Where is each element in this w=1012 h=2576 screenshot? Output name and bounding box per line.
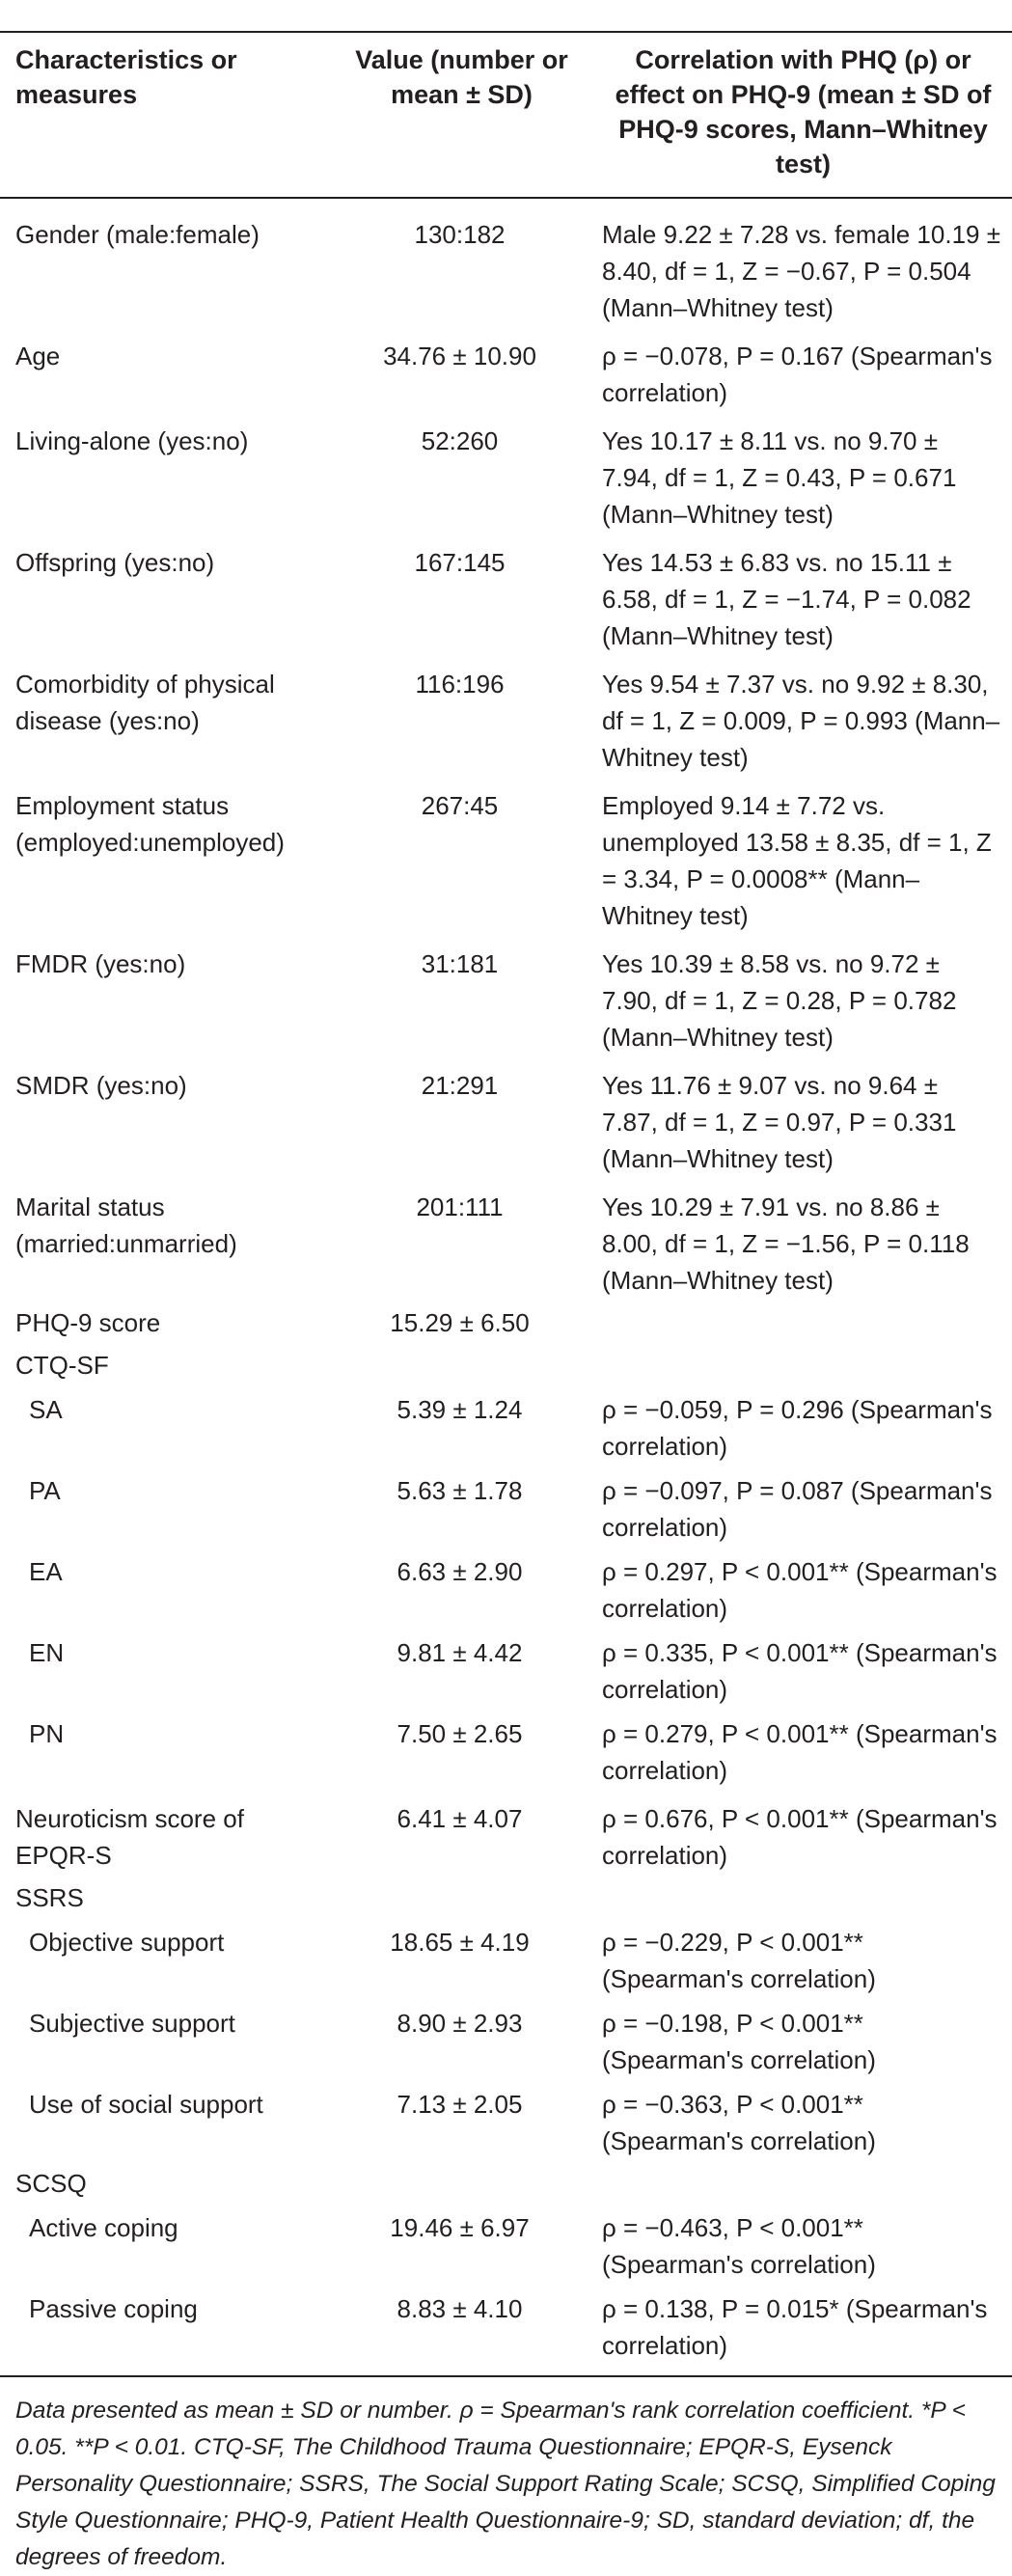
effect-cell: Yes 10.29 ± 7.91 vs. no 8.86 ± 8.00, df = 1, Z = −1.56, P = 0.118 (Mann–Whitney test) — [602, 1192, 970, 1295]
table-row — [0, 2078, 1012, 2159]
effect-cell — [587, 2159, 1012, 2202]
table-row — [0, 1546, 1012, 1627]
table-row — [0, 654, 1012, 776]
header-row — [0, 33, 1012, 197]
value-cell: 6.41 ± 4.07 — [397, 1804, 523, 1833]
value-cell — [333, 2159, 587, 2202]
effect-cell — [587, 1341, 1012, 1384]
measure-cell: EN — [29, 1638, 65, 1667]
measure-cell: EA — [29, 1557, 63, 1586]
effect-cell: Yes 10.39 ± 8.58 vs. no 9.72 ± 7.90, df = 1, Z = 0.28, P = 0.782 (Mann–Whitney test) — [602, 949, 957, 1052]
measure-cell: Passive coping — [29, 2294, 198, 2323]
effect-cell: ρ = 0.297, P < 0.001** (Spearman's correlation) — [602, 1557, 998, 1623]
table-row — [0, 2202, 1012, 2283]
value-cell: 8.83 ± 4.10 — [397, 2294, 523, 2323]
table-row — [0, 326, 1012, 411]
measure-cell: SSRS — [15, 1883, 84, 1912]
value-cell: 21:291 — [421, 1071, 499, 1100]
measure-cell: Subjective support — [29, 2009, 235, 2038]
table-row — [0, 1177, 1012, 1299]
value-cell: 8.90 ± 2.93 — [397, 2009, 523, 2038]
value-cell: 5.39 ± 1.24 — [397, 1395, 523, 1424]
table-row — [0, 199, 1012, 326]
effect-cell: ρ = −0.078, P = 0.167 (Spearman's correlation) — [602, 342, 993, 407]
measure-cell: PHQ-9 score — [15, 1308, 161, 1337]
measure-cell: Active coping — [29, 2213, 178, 2242]
table-header — [0, 33, 1012, 197]
measure-cell: Gender (male:female) — [15, 220, 260, 249]
effect-cell: Male 9.22 ± 7.28 vs. female 10.19 ± 8.40, df = 1, Z = −0.67, P = 0.504 (Mann–Whitney test) — [602, 220, 1000, 322]
table-row — [0, 1916, 1012, 1997]
measure-cell: FMDR (yes:no) — [15, 949, 186, 978]
measure-cell: Objective support — [29, 1928, 225, 1957]
value-cell: 7.50 ± 2.65 — [397, 1719, 523, 1748]
header-correlation: Correlation with PHQ (ρ) or effect on PHQ-9 (mean ± SD of PHQ-9 scores, Mann–Whitney test) — [615, 45, 992, 178]
results-table — [0, 33, 1012, 2375]
value-cell: 116:196 — [415, 670, 505, 699]
measure-cell: Neuroticism score of EPQR-S — [15, 1804, 244, 1870]
value-cell: 167:145 — [414, 548, 506, 577]
measure-cell: Offspring (yes:no) — [15, 548, 215, 577]
table-row — [0, 1708, 1012, 1789]
value-cell — [333, 1874, 587, 1916]
value-cell: 15.29 ± 6.50 — [390, 1308, 530, 1337]
value-cell: 18.65 ± 4.19 — [390, 1928, 530, 1957]
effect-cell: ρ = 0.138, P = 0.015* (Spearman's correlation) — [602, 2294, 988, 2360]
measure-cell: Living-alone (yes:no) — [15, 426, 249, 455]
value-cell — [333, 1341, 587, 1384]
value-cell: 9.81 ± 4.42 — [397, 1638, 523, 1667]
table-row — [0, 1874, 1012, 1916]
measure-cell: SCSQ — [15, 2169, 87, 2198]
table-row — [0, 533, 1012, 654]
table-row — [0, 1384, 1012, 1465]
table-row — [0, 1055, 1012, 1177]
table-footnote: Data presented as mean ± SD or number. ρ = Spearman's rank correlation coefficient. *P < 0.05. **P < 0.01. CTQ-SF, The Childhood Trauma Questionnaire; EPQR-S, Eysenck Personality Questionnaire; SSRS, The Social Support Rating Scale; SCSQ, Simplified Coping Style Questionnaire; PHQ-9, Patient Health Questionnaire-9; SD, standard deviation; df, the degrees of freedom. — [15, 2398, 996, 2570]
table-row — [0, 411, 1012, 533]
table-row — [0, 1789, 1012, 1874]
header-value: Value (number or mean ± SD) — [355, 45, 568, 109]
measure-cell: Use of social support — [29, 2090, 263, 2119]
table-body — [0, 197, 1012, 2375]
effect-cell — [587, 1874, 1012, 1916]
effect-cell: Yes 14.53 ± 6.83 vs. no 15.11 ± 6.58, df = 1, Z = −1.74, P = 0.082 (Mann–Whitney test) — [602, 548, 971, 650]
effect-cell: ρ = −0.097, P = 0.087 (Spearman's correlation) — [602, 1476, 993, 1542]
table-row — [0, 1299, 1012, 1341]
value-cell: 5.63 ± 1.78 — [397, 1476, 523, 1505]
table-row — [0, 2159, 1012, 2202]
value-cell: 267:45 — [421, 791, 499, 820]
effect-cell: ρ = 0.676, P < 0.001** (Spearman's correlation) — [602, 1804, 998, 1870]
measure-cell: SA — [29, 1395, 63, 1424]
effect-cell: Yes 9.54 ± 7.37 vs. no 9.92 ± 8.30, df = 1, Z = 0.009, P = 0.993 (Mann–Whitney test) — [602, 670, 1000, 772]
table-row — [0, 1627, 1012, 1708]
measure-cell: Employment status (employed:unemployed) — [15, 791, 285, 857]
value-cell: 7.13 ± 2.05 — [397, 2090, 523, 2119]
value-cell: 31:181 — [421, 949, 499, 978]
effect-cell: ρ = 0.335, P < 0.001** (Spearman's correlation) — [602, 1638, 998, 1704]
effect-cell: ρ = −0.229, P < 0.001** (Spearman's correlation) — [602, 1928, 876, 1993]
measure-cell: CTQ-SF — [15, 1351, 109, 1380]
measure-cell: SMDR (yes:no) — [15, 1071, 187, 1100]
value-cell: 19.46 ± 6.97 — [390, 2213, 530, 2242]
effect-cell: ρ = −0.463, P < 0.001** (Spearman's correlation) — [602, 2213, 876, 2279]
value-cell: 130:182 — [414, 220, 506, 249]
table-row — [0, 1997, 1012, 2078]
value-cell: 34.76 ± 10.90 — [383, 342, 536, 370]
measure-cell: Age — [15, 342, 61, 370]
effect-cell: ρ = −0.198, P < 0.001** (Spearman's correlation) — [602, 2009, 876, 2074]
measure-cell: PN — [29, 1719, 65, 1748]
table-row — [0, 1341, 1012, 1384]
table-row — [0, 1465, 1012, 1546]
effect-cell: ρ = 0.279, P < 0.001** (Spearman's correlation) — [602, 1719, 998, 1785]
header-characteristics: Characteristics or measures — [15, 45, 237, 109]
measure-cell: Marital status (married:unmarried) — [15, 1192, 237, 1258]
effect-cell: Yes 10.17 ± 8.11 vs. no 9.70 ± 7.94, df = 1, Z = 0.43, P = 0.671 (Mann–Whitney test) — [602, 426, 957, 529]
effect-cell: Yes 11.76 ± 9.07 vs. no 9.64 ± 7.87, df = 1, Z = 0.97, P = 0.331 (Mann–Whitney test) — [602, 1071, 957, 1173]
table-row — [0, 934, 1012, 1055]
value-cell: 6.63 ± 2.90 — [397, 1557, 523, 1586]
table-row — [0, 2283, 1012, 2375]
value-cell: 52:260 — [421, 426, 499, 455]
table-row — [0, 776, 1012, 934]
table-container — [0, 31, 1012, 2576]
effect-cell: Employed 9.14 ± 7.72 vs. unemployed 13.58 ± 8.35, df = 1, Z = 3.34, P = 0.0008** (Mann–Whitney test) — [602, 791, 992, 930]
measure-cell: PA — [29, 1476, 61, 1505]
measure-cell: Comorbidity of physical disease (yes:no) — [15, 670, 275, 735]
effect-cell: ρ = −0.059, P = 0.296 (Spearman's correlation) — [602, 1395, 993, 1461]
effect-cell: ρ = −0.363, P < 0.001** (Spearman's correlation) — [602, 2090, 876, 2155]
value-cell: 201:111 — [416, 1192, 504, 1221]
effect-cell — [587, 1299, 1012, 1341]
